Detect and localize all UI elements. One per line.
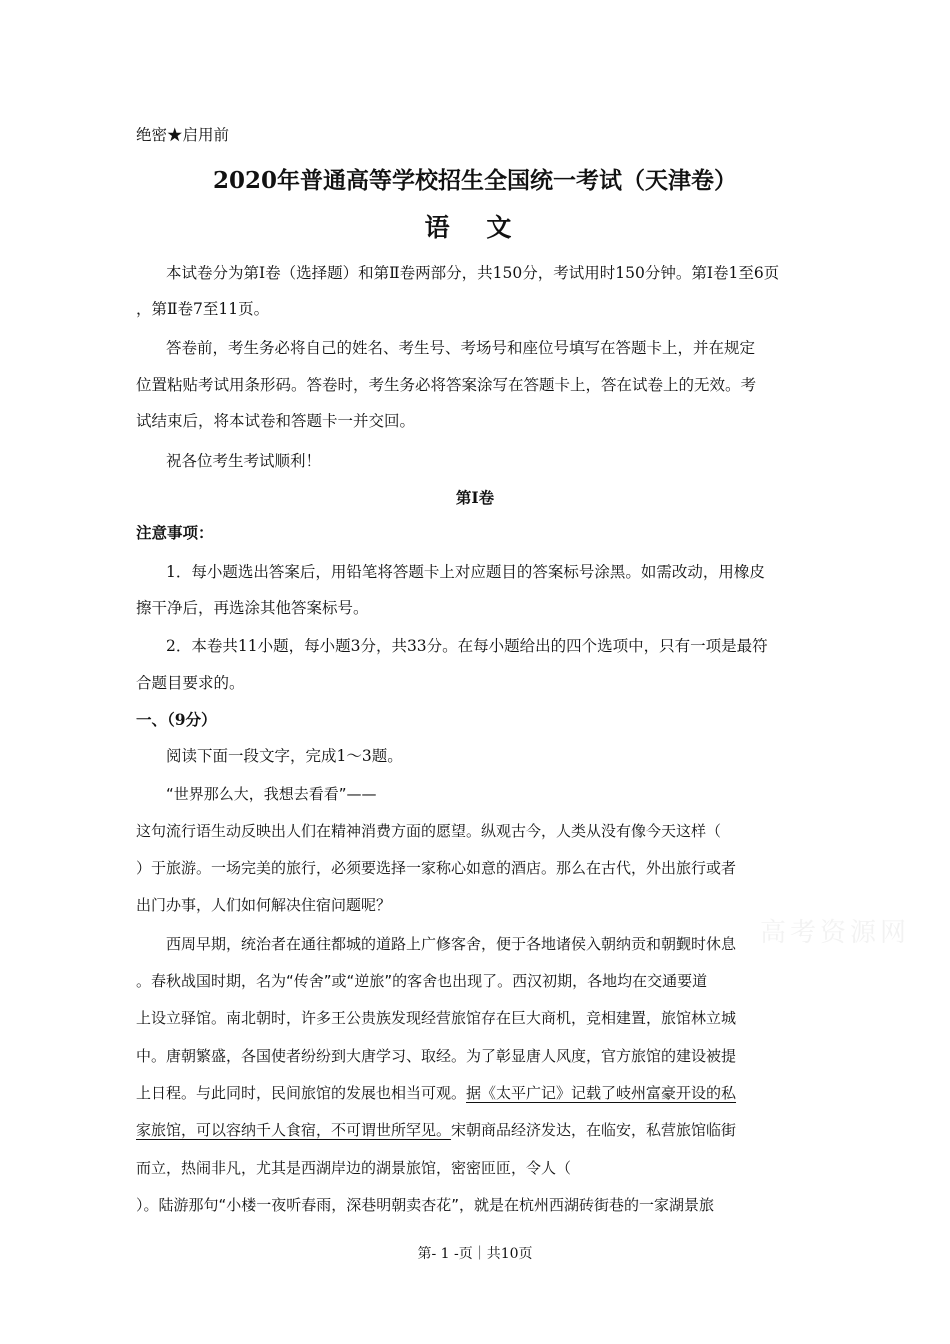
passage-text: 上日程。与此同时，民间旅馆的发展也相当可观。 [136,1084,467,1102]
underlined-sentence: 家旅馆，可以容纳千人食宿，不可谓世所罕见。 [136,1121,452,1139]
question-instruction: 阅读下面一段文字，完成1～3题。 [166,747,403,765]
notice-line: 1．每小题选出答案后，用铅笔将答题卡上对应题目的答案标号涂黑。如需改动，用橡皮 [166,563,765,581]
intro-line: 本试卷分为第Ⅰ卷（选择题）和第Ⅱ卷两部分，共150分，考试用时150分钟。第Ⅰ卷1至6页 [166,264,780,282]
intro-line: 祝各位考生考试顺利！ [166,452,322,470]
section-heading: 第Ⅰ卷 [455,488,495,507]
intro-line: 试结束后，将本试卷和答题卡一并交回。 [136,412,416,430]
passage-line: 而立，热闹非凡，尤其是西湖岸边的湖景旅馆，密密匝匝，令人（ [136,1159,572,1177]
passage-text: 宋朝商品经济发达，在临安，私营旅馆临街 [451,1121,737,1139]
notice-line: 合题目要求的。 [136,674,245,692]
exam-title: 2020年普通高等学校招生全国统一考试（天津卷） [212,167,737,194]
intro-line: 位置粘贴考试用条形码。答卷时，考生务必将答案涂写在答题卡上，答在试卷上的无效。考 [136,376,757,394]
passage-quote: “世界那么大，我想去看看”—— [166,785,377,803]
passage-line: ）。陆游那句“小楼一夜听春雨，深巷明朝卖杏花”，就是在杭州西湖砖街巷的一家湖景旅 [136,1196,715,1214]
watermark: 高考资源网 [760,918,911,948]
intro-line: 答卷前，考生务必将自己的姓名、考生号、考场号和座位号填写在答题卡上，并在规定 [166,339,756,357]
passage-line: 中。唐朝繁盛，各国使者纷纷到大唐学习、取经。为了彰显唐人风度，官方旅馆的建设被提 [136,1047,737,1065]
question-part: 一、（9分） [136,710,217,729]
notice-line: 2．本卷共11小题，每小题3分，共33分。在每小题给出的四个选项中，只有一项是最符 [166,637,768,655]
underlined-sentence: 据《太平广记》记载了岐州富豪开设的私 [466,1084,737,1102]
passage-line: 出门办事，人们如何解决住宿问题呢？ [136,896,392,914]
passage-line: 西周早期，统治者在通往都城的道路上广修客舍，便于各地诸侯入朝纳贡和朝觐时休息 [166,935,737,953]
notice-label: 注意事项： [136,523,214,542]
passage-line: 这句流行语生动反映出人们在精神消费方面的愿望。纵观古今，人类从没有像今天这样（ [136,822,722,840]
passage-line [136,1119,816,1141]
page-footer: 第- 1 -页｜共10页 [417,1246,533,1262]
passage-line: 。春秋战国时期，名为“传舍”或“逆旅”的客舍也出现了。西汉初期，各地均在交通要道 [136,972,708,990]
notice-line: 擦干净后，再选涂其他答案标号。 [136,599,369,617]
subject-title: 语 文 [424,213,526,242]
intro-line: ，第Ⅱ卷7至11页。 [136,300,270,318]
passage-line [136,1082,816,1104]
passage-line: 上设立驿馆。南北朝时，许多王公贵族发现经营旅馆存在巨大商机，竞相建置，旅馆林立城 [136,1009,737,1027]
secret-label: 绝密★启用前 [136,126,230,144]
passage-line: ）于旅游。一场完美的旅行，必须要选择一家称心如意的酒店。那么在古代，外出旅行或者 [136,859,737,877]
